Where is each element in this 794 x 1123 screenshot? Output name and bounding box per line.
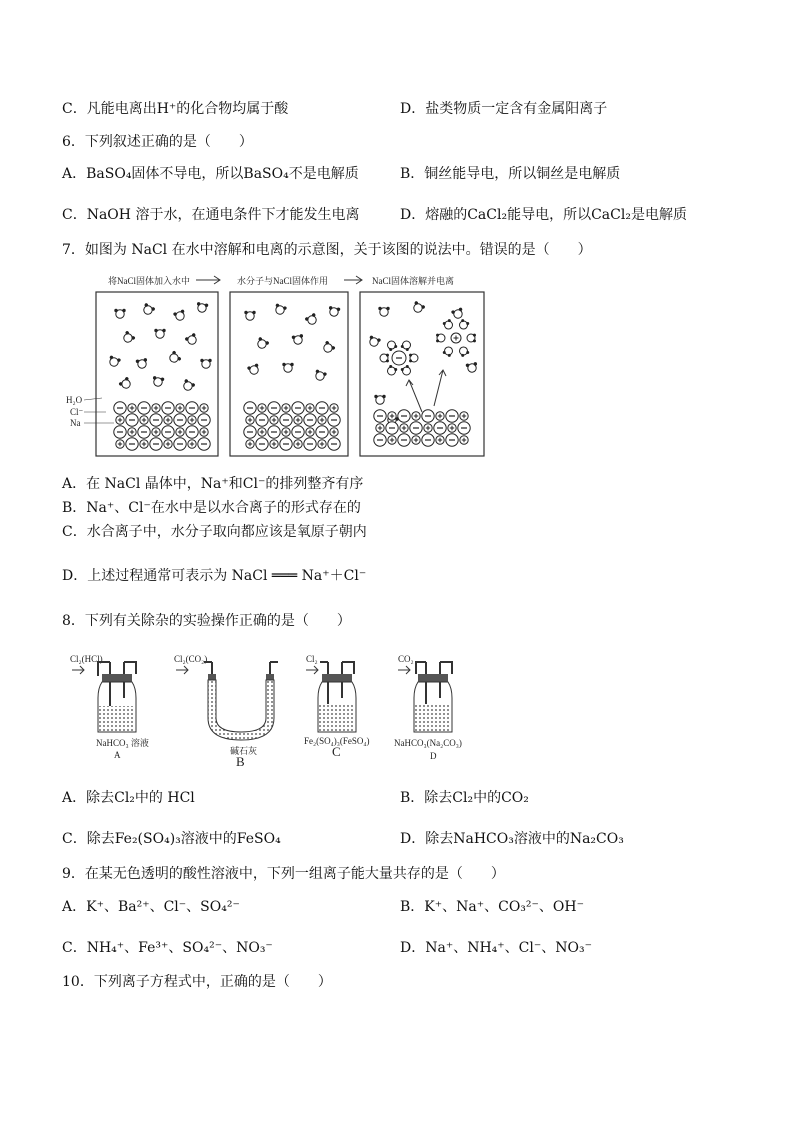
- sodium-ion: [164, 416, 172, 424]
- chloride-ion: [198, 438, 210, 450]
- chloride-ion: [138, 426, 150, 438]
- water-molecule: [247, 363, 261, 376]
- q8-option-a: A．除去Cl₂中的 HCl: [62, 790, 195, 806]
- sodium-ion: [258, 428, 266, 436]
- sodium-ion: [294, 440, 302, 448]
- chloride-ion: [398, 434, 410, 446]
- sodium-ion: [306, 428, 314, 436]
- water-molecule: [255, 337, 270, 351]
- q8-stem: 8．下列有关除杂的实验操作正确的是（ ）: [62, 613, 351, 629]
- sodium-ion: [116, 416, 124, 424]
- water-molecule: [154, 329, 165, 338]
- chloride-ion: [280, 414, 292, 426]
- sodium-ion: [318, 416, 326, 424]
- chloride-ion: [256, 438, 268, 450]
- water-molecule: [378, 307, 389, 316]
- chloride-ion: [304, 414, 316, 426]
- water-molecule: [304, 313, 319, 327]
- dissociation-arrows: [406, 370, 446, 412]
- chloride-ion: [186, 402, 198, 414]
- sodium-ion: [246, 416, 254, 424]
- water-molecule: [291, 334, 304, 345]
- q7-option-d: D．上述过程通常可表示为 NaCl ═══ Na⁺＋Cl⁻: [62, 568, 367, 584]
- sodium-ion: [258, 404, 266, 412]
- chloride-ion: [126, 414, 138, 426]
- nacl-dissolution-figure: [62, 272, 502, 460]
- chloride-ion: [328, 414, 340, 426]
- svg-text:NaHCO₃(Na₂CO₃): NaHCO₃(Na₂CO₃): [394, 738, 462, 748]
- label-cl: Cl⁻: [70, 407, 84, 417]
- chloride-ion: [198, 414, 210, 426]
- chloride-ion: [244, 402, 256, 414]
- svg-text:D: D: [430, 751, 437, 761]
- water-molecule: [121, 330, 136, 345]
- sodium-ion: [282, 428, 290, 436]
- chloride-ion: [398, 410, 410, 422]
- svg-text:C: C: [332, 744, 341, 759]
- chloride-ion: [374, 434, 386, 446]
- chloride-ion: [328, 438, 340, 450]
- sodium-ion: [460, 436, 468, 444]
- water-molecule: [114, 309, 125, 318]
- q7-stem: 7．如图为 NaCl 在水中溶解和电离的示意图，关于该图的说法中。错误的是（ ）: [62, 242, 592, 258]
- sodium-ion: [200, 404, 208, 412]
- label-water: H₂O: [66, 395, 83, 405]
- sodium-ion: [330, 404, 338, 412]
- water-molecule: [107, 355, 121, 368]
- q9-option-c: C．NH₄⁺、Fe³⁺、SO₄²⁻、NO₃⁻: [62, 940, 273, 956]
- sodium-ion: [376, 424, 384, 432]
- sodium-ion: [412, 412, 420, 420]
- sodium-ion: [176, 428, 184, 436]
- q9-option-b: B．K⁺、Na⁺、CO₃²⁻、OH⁻: [400, 899, 585, 915]
- chloride-ion: [150, 438, 162, 450]
- chloride-ion: [186, 426, 198, 438]
- q10-stem: 10．下列离子方程式中，正确的是（ ）: [62, 974, 332, 990]
- q7-option-b: B．Na⁺、Cl⁻在水中是以水合离子的形式存在的: [62, 500, 361, 516]
- q6-option-b: B．铜丝能导电，所以铜丝是电解质: [400, 166, 621, 182]
- caption-arrow-2: [344, 276, 362, 284]
- chloride-ion: [114, 426, 126, 438]
- chloride-ion: [114, 402, 126, 414]
- water-molecule: [374, 395, 385, 404]
- q6-option-c: C．NaOH 溶于水，在通电条件下才能发生电离: [62, 207, 360, 223]
- water-molecule: [282, 363, 293, 372]
- q7-option-a: A．在 NaCl 晶体中，Na⁺和Cl⁻的排列整齐有序: [62, 476, 364, 492]
- sodium-ion: [152, 428, 160, 436]
- panel1-caption: 将NaCl固体加入水中: [108, 276, 190, 286]
- svg-text:Cl₂(CO₂): Cl₂(CO₂): [174, 654, 208, 664]
- svg-text:A: A: [114, 750, 121, 760]
- svg-text:Fe₂(SO₄)₃(FeSO₄): Fe₂(SO₄)₃(FeSO₄): [304, 736, 370, 746]
- chloride-ion: [304, 438, 316, 450]
- water-molecule: [167, 350, 182, 365]
- water-molecule: [200, 359, 211, 368]
- water-molecule: [184, 333, 199, 347]
- chloride-ion: [316, 426, 328, 438]
- sodium-ion: [400, 424, 408, 432]
- sodium-ion: [330, 428, 338, 436]
- sodium-ion: [188, 416, 196, 424]
- sodium-ion: [294, 416, 302, 424]
- chloride-ion: [280, 438, 292, 450]
- sodium-ion: [460, 412, 468, 420]
- water-molecule: [196, 302, 209, 313]
- water-molecule: [367, 335, 381, 348]
- apparatus-a: [70, 654, 149, 760]
- sodium-ion: [128, 404, 136, 412]
- label-na: Na: [70, 418, 81, 428]
- chloride-ion: [126, 438, 138, 450]
- sodium-ion: [448, 424, 456, 432]
- chloride-ion: [174, 414, 186, 426]
- panel2-caption: 水分子与NaCl固体作用: [237, 276, 328, 286]
- hydrated-sodium-ion: [436, 319, 476, 357]
- sodium-ion: [388, 412, 396, 420]
- sodium-ion: [176, 404, 184, 412]
- chloride-ion: [386, 422, 398, 434]
- crystal-lattices: [114, 402, 470, 450]
- q8-option-d: D．除去NaHCO₃溶液中的Na₂CO₃: [400, 831, 624, 847]
- water-molecule: [152, 376, 165, 387]
- purification-apparatus-figure: [62, 648, 482, 768]
- water-molecule: [173, 309, 187, 322]
- chloride-ion: [150, 414, 162, 426]
- chloride-ion: [434, 422, 446, 434]
- svg-text:碱石灰: 碱石灰: [230, 746, 258, 756]
- water-molecule: [273, 303, 287, 316]
- water-molecule: [244, 311, 255, 320]
- water-molecule: [465, 362, 478, 373]
- water-molecule: [141, 303, 156, 317]
- q8-option-b: B．除去Cl₂中的CO₂: [400, 790, 529, 806]
- chloride-ion: [422, 434, 434, 446]
- chloride-ion: [422, 410, 434, 422]
- chloride-ion: [458, 422, 470, 434]
- q5-option-c: C．凡能电离出H⁺的化合物均属于酸: [62, 101, 289, 117]
- caption-arrow-1: [196, 276, 220, 284]
- chloride-ion: [292, 426, 304, 438]
- water-molecule: [321, 340, 336, 355]
- q6-option-a: A．BaSO₄固体不导电，所以BaSO₄不是电解质: [62, 166, 359, 182]
- sodium-ion: [188, 440, 196, 448]
- water-molecule: [451, 307, 465, 320]
- sodium-ion: [436, 412, 444, 420]
- sodium-ion: [270, 416, 278, 424]
- q8-option-c: C．除去Fe₂(SO₄)₃溶液中的FeSO₄: [62, 831, 281, 847]
- chloride-ion: [162, 402, 174, 414]
- chloride-ion: [138, 402, 150, 414]
- chloride-ion: [162, 426, 174, 438]
- sodium-ion: [424, 424, 432, 432]
- water-molecule: [313, 369, 327, 382]
- sodium-ion: [306, 404, 314, 412]
- chloride-ion: [446, 410, 458, 422]
- q9-stem: 9．在某无色透明的酸性溶液中，下列一组离子能大量共存的是（ ）: [62, 866, 505, 882]
- sodium-ion: [318, 440, 326, 448]
- chloride-ion: [268, 426, 280, 438]
- apparatus-b: [174, 654, 278, 768]
- sodium-ion: [200, 428, 208, 436]
- sodium-ion: [140, 440, 148, 448]
- q6-stem: 6．下列叙述正确的是（ ）: [62, 134, 253, 150]
- sodium-ion: [246, 440, 254, 448]
- svg-text:B: B: [236, 754, 245, 768]
- svg-text:NaHCO₃ 溶液: NaHCO₃ 溶液: [96, 738, 149, 748]
- sodium-ion: [140, 416, 148, 424]
- sodium-ion: [152, 404, 160, 412]
- water-molecule: [181, 379, 196, 393]
- sodium-ion: [270, 440, 278, 448]
- chloride-ion: [268, 402, 280, 414]
- chloride-ion: [446, 434, 458, 446]
- q9-option-d: D．Na⁺、NH₄⁺、Cl⁻、NO₃⁻: [400, 940, 592, 956]
- sodium-ion: [412, 436, 420, 444]
- q6-option-d: D．熔融的CaCl₂能导电，所以CaCl₂是电解质: [400, 207, 687, 223]
- svg-text:Cl₂: Cl₂: [306, 654, 318, 664]
- chloride-ion: [174, 438, 186, 450]
- sodium-ion: [164, 440, 172, 448]
- sodium-ion: [128, 428, 136, 436]
- svg-text:CO₂: CO₂: [398, 654, 414, 664]
- hydrated-ions: [380, 319, 476, 375]
- chloride-ion: [292, 402, 304, 414]
- q5-option-d: D．盐类物质一定含有金属阳离子: [400, 101, 608, 117]
- water-molecule: [118, 376, 133, 391]
- sodium-ion: [116, 440, 124, 448]
- water-molecule: [411, 301, 426, 315]
- panel3-caption: NaCl固体溶解并电离: [372, 276, 454, 286]
- chloride-ion: [410, 422, 422, 434]
- apparatus-c: [304, 654, 370, 759]
- apparatus-d: [394, 654, 462, 761]
- sodium-ion: [388, 436, 396, 444]
- water-molecule: [328, 306, 341, 317]
- hydrated-chloride-ion: [380, 341, 418, 375]
- sodium-ion: [282, 404, 290, 412]
- svg-text:Cl₂(HCl): Cl₂(HCl): [70, 654, 103, 664]
- chloride-ion: [256, 414, 268, 426]
- chloride-ion: [374, 410, 386, 422]
- sodium-ion: [436, 436, 444, 444]
- water-molecule: [135, 358, 148, 369]
- q9-option-a: A．K⁺、Ba²⁺、Cl⁻、SO₄²⁻: [62, 899, 240, 915]
- q7-option-c: C．水合离子中，水分子取向都应该是氧原子朝内: [62, 524, 367, 540]
- chloride-ion: [316, 402, 328, 414]
- chloride-ion: [244, 426, 256, 438]
